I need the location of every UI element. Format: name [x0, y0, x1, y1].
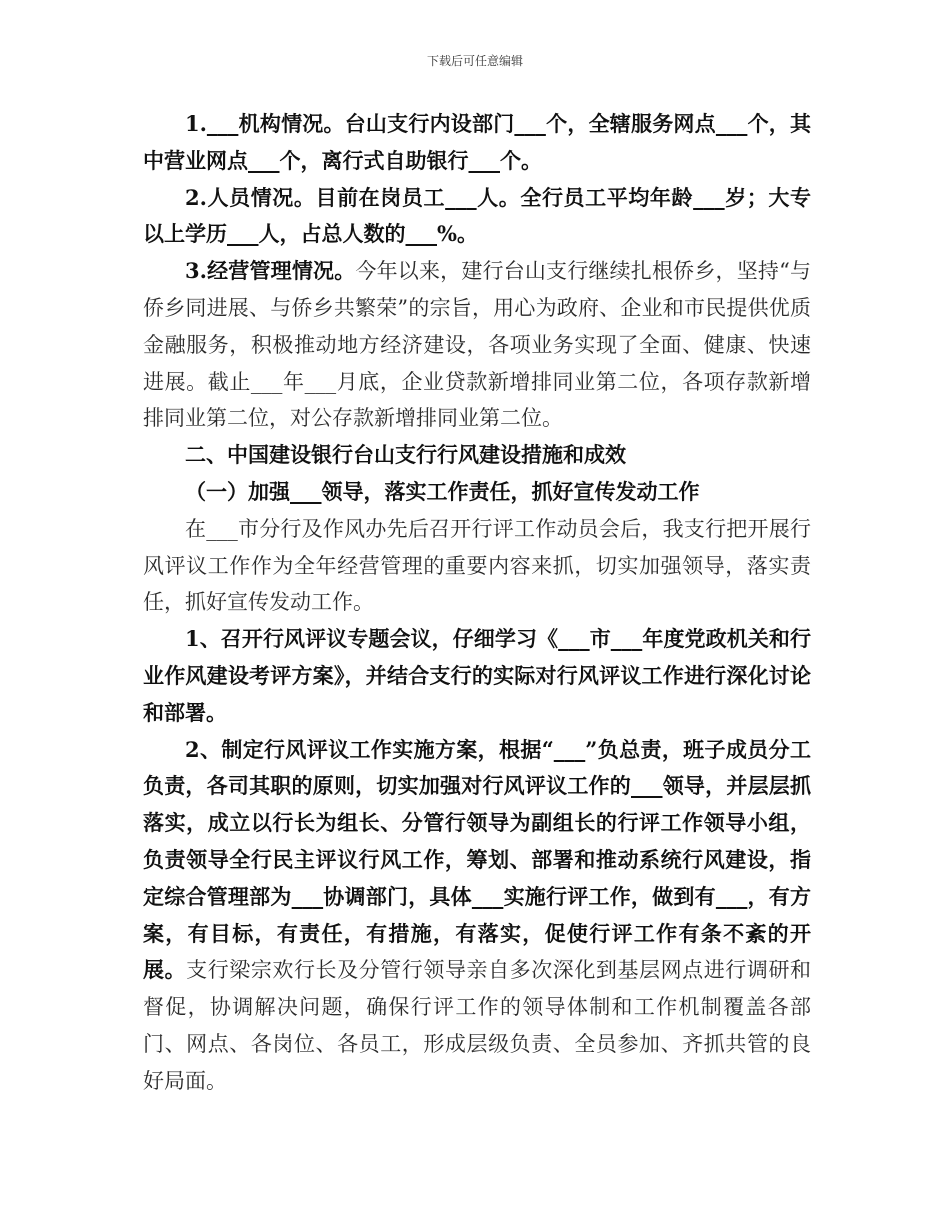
document-body	[143, 106, 811, 1100]
paragraph-operations-body: 今年以来，建行台山支行继续扎根侨乡，坚持“与侨乡同进展、与侨乡共繁荣”的宗旨，用心为政府、企业和市民提供优质金融服务，积极推动地方经济建设，各项业务实现了全面、健康、快速进展。截止___年___月底，企业贷款新增排同业第二位，各项存款新增排同业第二位，对公存款新增排同业第二位。	[143, 259, 811, 431]
paragraph-plan-followup: 支行梁宗欢行长及分管行领导亲自多次深化到基层网点进行调研和督促，协调解决问题，确保行评工作的领导体制和工作机制覆盖各部门、网点、各岗位、各员工，形成层级负责、全员参加、齐抓共管的良好局面。	[143, 958, 812, 1093]
subsection-heading: （一）加强___领导，落实工作责任，抓好宣传发动工作	[185, 478, 700, 504]
paragraph-plan-main: 2、制定行风评议工作实施方案，根据“___”负总责，班子成员分工负责，各司其职的原则，切实加强对行风评议工作的___领导，并层层抓落实，成立以行长为组长、分管行领导为副组长的行评工作领导小组，负责领导全行民主评议行风工作，筹划、部署和推动系统行风建设，指定综合管理部为___协调部门，具体___实施行评工作，做到有___，有方案，有目标，有责任，有措施，有落实，促使行评工作有条不紊的开展。	[143, 736, 811, 983]
section-heading: 二、中国建设银行台山支行行风建设措施和成效	[185, 442, 626, 468]
paragraph-mobilization: 在___市分行及作风办先后召开行评工作动员会后，我支行把开展行风评议工作作为全年经营管理的重要内容来抓，切实加强领导，落实责任，抓好宣传发动工作。	[143, 516, 811, 615]
paragraph-meeting: 1、召开行风评议专题会议，仔细学习《___市___年度党政机关和行业作风建设考评方案》，并结合支行的实际对行风评议工作进行深化讨论和部署。	[143, 626, 811, 725]
page-header-note: 下载后可任意编辑	[426, 54, 523, 68]
paragraph-operations-heading: 3.经营管理情况。	[185, 258, 356, 284]
paragraph-institution: 1.___机构情况。台山支行内设部门___个，全辖服务网点___个，其中营业网点___个，离行式自助银行___个。	[143, 111, 811, 173]
paragraph-personnel: 2.人员情况。目前在岗员工___人。全行员工平均年龄___岁；大专以上学历___人，占总人数的___%。	[143, 184, 811, 247]
paragraph-plan	[143, 732, 811, 1100]
paragraph-operations	[143, 253, 811, 437]
